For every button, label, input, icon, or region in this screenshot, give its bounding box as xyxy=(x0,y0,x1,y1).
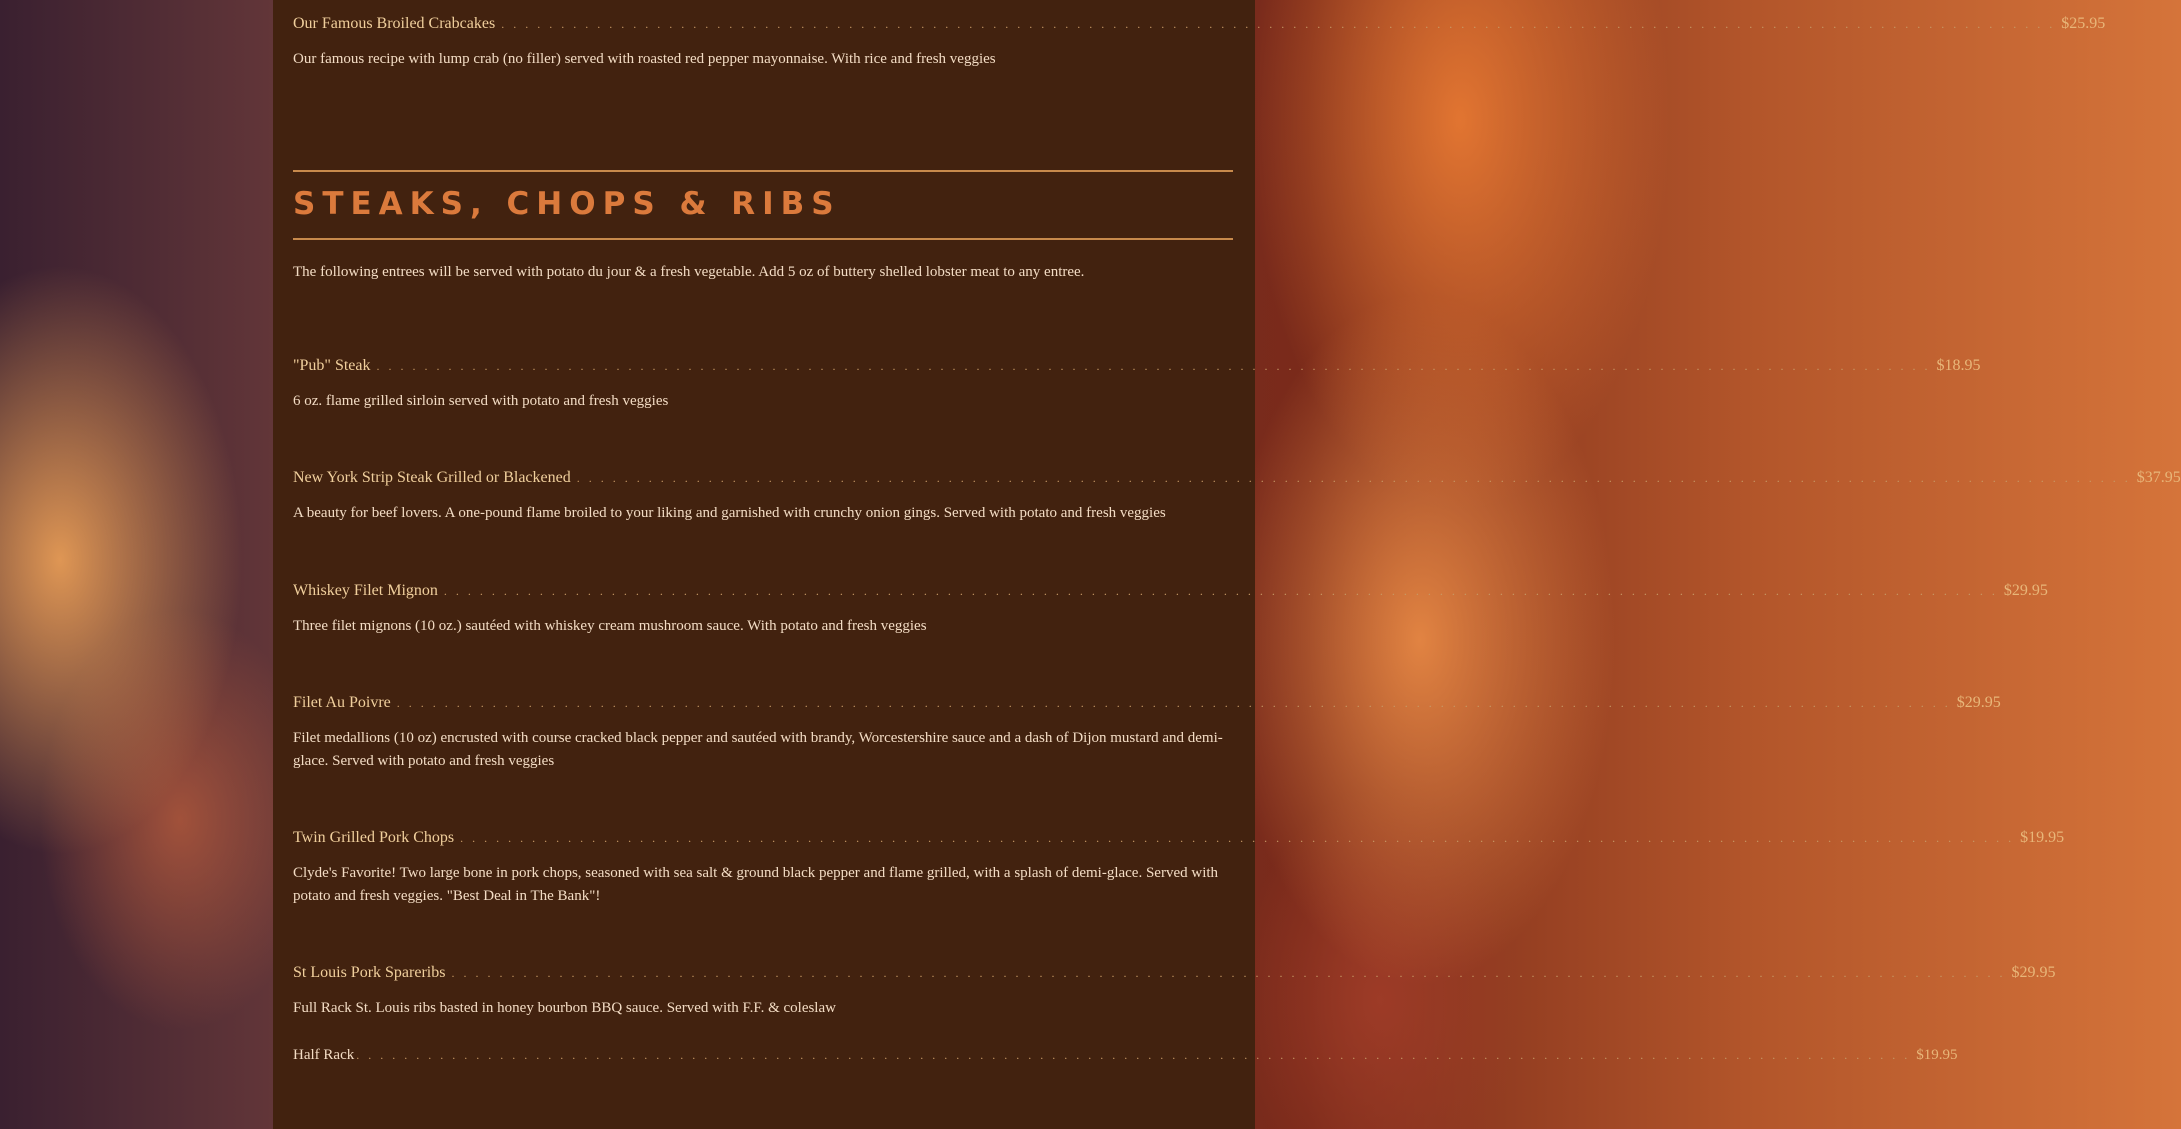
leader-dots: . . . . . . . . . . . . . . . . . . . . . . . . . . . . . . . . . . . . . . . . . . . . . . . . . . . . . . . . . . . . . . . . . . . . . . . . . . . . . . . . . . . . . . . . . . . . . . . . . . . . . . . . . . . . . . . . . . . . . . . . . . . . . . . . . . xyxy=(460,831,2015,845)
sub-option-name: Half Rack xyxy=(293,1047,355,1063)
leader-dots: . . . . . . . . . . . . . . . . . . . . . . . . . . . . . . . . . . . . . . . . . . . . . . . . . . . . . . . . . . . . . . . . . . . . . . . . . . . . . . . . . . . . . . . . . . . . . . . . . . . . . . . . . . . . . . . . . . . . . . . . . . . . . . . . . . xyxy=(501,17,2056,31)
menu-item-pork-chops xyxy=(293,829,2065,847)
menu-item-name: Filet Au Poivre xyxy=(293,694,391,711)
menu-item-description: Clyde's Favorite! Two large bone in pork chops, seasoned with sea salt & ground black pepper and flame grilled, with a splash of demi-glace. Served with potato and fresh veggies. "Best Deal in The Bank"! xyxy=(293,865,1219,904)
leader-dots: . . . . . . . . . . . . . . . . . . . . . . . . . . . . . . . . . . . . . . . . . . . . . . . . . . . . . . . . . . . . . . . . . . . . . . . . . . . . . . . . . . . . . . . . . . . . . . . . . . . . . . . . . . . . . . . . . . . . . . . . . . . . . . . . . . xyxy=(396,696,1951,710)
menu-item-price: $29.95 xyxy=(2011,964,2056,981)
menu-item-description: Filet medallions (10 oz) encrusted with course cracked black pepper and sautéed with brandy, Worcestershire sauce and a dash of Dijon mustard and demi-glace. Served with potato and fresh veggies xyxy=(293,730,1223,769)
leader-dots: . . . . . . . . . . . . . . . . . . . . . . . . . . . . . . . . . . . . . . . . . . . . . . . . . . . . . . . . . . . . . . . . . . . . . . . . . . . . . . . . . . . . . . . . . . . . . . . . . . . . . . . . . . . . . . . . . . . . . . . . . . . . . . . . . . xyxy=(576,471,2131,485)
section-rule-bottom xyxy=(293,238,1233,240)
menu-item-ny-strip xyxy=(293,469,2181,487)
menu-item-description: Full Rack St. Louis ribs basted in honey bourbon BBQ sauce. Served with F.F. & coleslaw xyxy=(293,1000,836,1016)
menu-item-filet-au-poivre xyxy=(293,694,2001,712)
section-intro: The following entrees will be served with potato du jour & a fresh vegetable. Add 5 oz of buttery shelled lobster meat to any entree. xyxy=(293,264,1085,280)
leader-dots: . . . . . . . . . . . . . . . . . . . . . . . . . . . . . . . . . . . . . . . . . . . . . . . . . . . . . . . . . . . . . . . . . . . . . . . . . . . . . . . . . . . . . . . . . . . . . . . . . . . . . . . . . . . . . . . . . . . . . . . . . . . . . . . . . . xyxy=(376,359,1931,373)
menu-item-price: $18.95 xyxy=(1936,357,1981,374)
menu-item-name: New York Strip Steak Grilled or Blackened xyxy=(293,469,571,486)
menu-item-description: Our famous recipe with lump crab (no filler) served with roasted red pepper mayonnaise. With rice and fresh veggies xyxy=(293,51,996,67)
menu-item-name: Our Famous Broiled Crabcakes xyxy=(293,15,496,32)
leader-dots: . . . . . . . . . . . . . . . . . . . . . . . . . . . . . . . . . . . . . . . . . . . . . . . . . . . . . . . . . . . . . . . . . . . . . . . . . . . . . . . . . . . . . . . . . . . . . . . . . . . . . . . . . . . . . . . . . . . . . . . . . . . . . . . . . . xyxy=(356,1048,1911,1062)
menu-item-whiskey-filet xyxy=(293,582,2048,600)
menu-item-crabcakes xyxy=(293,15,2106,33)
menu-item-description: Three filet mignons (10 oz.) sautéed with whiskey cream mushroom sauce. With potato and fresh veggies xyxy=(293,618,927,634)
sub-option-price: $19.95 xyxy=(1916,1047,1958,1063)
menu-item-description: 6 oz. flame grilled sirloin served with potato and fresh veggies xyxy=(293,393,669,409)
menu-item-price: $25.95 xyxy=(2061,15,2106,32)
menu-item-price: $19.95 xyxy=(2020,829,2065,846)
leader-dots: . . . . . . . . . . . . . . . . . . . . . . . . . . . . . . . . . . . . . . . . . . . . . . . . . . . . . . . . . . . . . . . . . . . . . . . . . . . . . . . . . . . . . . . . . . . . . . . . . . . . . . . . . . . . . . . . . . . . . . . . . . . . . . . . . . xyxy=(443,584,1998,598)
menu-item-name: "Pub" Steak xyxy=(293,357,371,374)
menu-item-price: $37.95 xyxy=(2136,469,2181,486)
menu-panel xyxy=(273,0,2181,1129)
menu-item-name: Whiskey Filet Mignon xyxy=(293,582,438,599)
menu-item-price: $29.95 xyxy=(1956,694,2001,711)
menu-item-description: A beauty for beef lovers. A one-pound flame broiled to your liking and garnished with crunchy onion gings. Served with potato and fresh veggies xyxy=(293,505,1166,521)
section-rule-top xyxy=(293,170,1233,172)
menu-item-name: Twin Grilled Pork Chops xyxy=(293,829,455,846)
leader-dots: . . . . . . . . . . . . . . . . . . . . . . . . . . . . . . . . . . . . . . . . . . . . . . . . . . . . . . . . . . . . . . . . . . . . . . . . . . . . . . . . . . . . . . . . . . . . . . . . . . . . . . . . . . . . . . . . . . . . . . . . . . . . . . . . . . xyxy=(451,966,2006,980)
menu-item-price: $29.95 xyxy=(2003,582,2048,599)
menu-item-spareribs xyxy=(293,964,2056,982)
menu-sub-option-half-rack xyxy=(293,1047,1958,1064)
menu-item-name: St Louis Pork Spareribs xyxy=(293,964,446,981)
section-title: STEAKS, CHOPS & RIBS xyxy=(293,186,841,222)
menu-item-pub-steak xyxy=(293,357,1981,375)
